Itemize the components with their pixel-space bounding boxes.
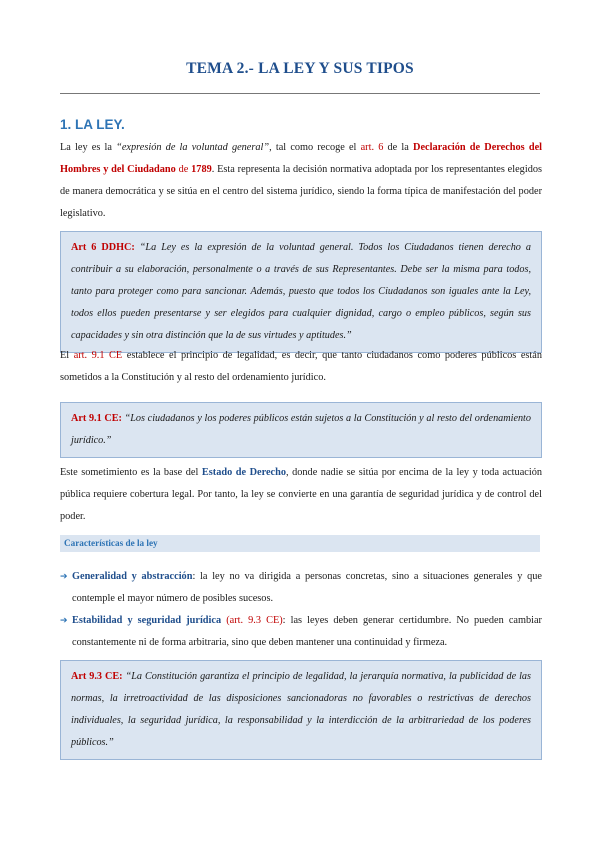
quote-box-text: “Los ciudadanos y los poderes públicos están sujetos a la Constitución y al resto del ordenamiento jurídico.”: [71, 413, 531, 446]
estado-term: Estado de Derecho: [201, 467, 286, 478]
paragraph-rule-of-law: [60, 462, 542, 528]
article-ref: art. 9.1 CE: [73, 350, 123, 361]
paragraph-legality: [60, 345, 542, 389]
subheading-bar: Características de la ley: [60, 535, 540, 552]
text: de: [175, 164, 192, 175]
quote-box-ddhc: [60, 231, 542, 353]
page-title: TEMA 2.- LA LEY Y SUS TIPOS: [186, 60, 414, 77]
bullet-term: Generalidad y abstracción: [72, 571, 193, 582]
bullet-term: Estabilidad y seguridad jurídica: [72, 615, 222, 626]
list-item: [60, 610, 542, 654]
quote-box-text: “La Constitución garantiza el principio de legalidad, la jerarquía normativa, la publicidad de las normas, la irretroactividad de las disposiciones sancionadoras no favorables o restrictivas de derechos individuales, la seguridad jurídica, la responsabilidad y la interdicción de la arbitrariedad de los poderes públicos.”: [71, 671, 531, 748]
list-item: [60, 566, 542, 610]
text: El: [60, 350, 74, 361]
section-heading: 1. LA LEY.: [60, 117, 125, 132]
text: , donde nadie se sitúa por encima de la ley y toda actuación pública requiere cobertura legal. Por tanto, la ley se convierte en una garantía de seguridad jurídica y de control del poder.: [60, 467, 542, 522]
quote-box-lead: Art 9.1 CE:: [71, 413, 122, 424]
arrow-icon: ➔: [60, 616, 68, 626]
text: de la: [383, 142, 414, 153]
characteristics-list: [60, 566, 542, 654]
arrow-icon: ➔: [60, 572, 68, 582]
text: La ley es la: [60, 142, 117, 153]
quote-box-ce91: [60, 402, 542, 458]
title-divider: [60, 93, 540, 94]
bullet-text: : las leyes deben generar certidumbre. No pueden cambiar constantemente ni de forma arbitraria, sino que deben mantener una continuidad y firmeza.: [72, 615, 542, 648]
quote-box-text: “La Ley es la expresión de la voluntad general. Todos los Ciudadanos tienen derecho a contribuir a su elaboración, personalmente o a través de sus Representantes. Debe ser la misma para todos, tanto para proteger como para sancionar. Además, puesto que todos los Ciudadanos son iguales ante la Ley, todos ellos pueden presentarse y ser elegidos para cualquier dignidad, cargo o empleo públicos, según sus capacidades y sin otra distinción que la de sus virtudes y aptitudes.”: [71, 242, 531, 341]
article-ref: art. 6: [360, 142, 384, 153]
quote-box-lead: Art 9.3 CE:: [71, 671, 123, 682]
bullet-text: : la ley no va dirigida a personas concretas, sino a situaciones generales y que contemple el mayor número de posibles sucesos.: [72, 571, 542, 604]
text: Este sometimiento es la base del: [60, 467, 202, 478]
year-ref: 1789: [191, 164, 212, 175]
bullet-ref: (art. 9.3 CE): [221, 615, 283, 626]
text: establece el principio de legalidad, es decir, que tanto ciudadanos como poderes públicos están sometidos a la Constitución y al resto del ordenamiento jurídico.: [60, 350, 542, 383]
text: , tal como recoge el: [269, 142, 361, 153]
quote-box-ce93: [60, 660, 542, 760]
text: . Esta representa la decisión normativa adoptada por los representantes elegidos de manera democrática y se sitúa en el centro del sistema jurídico, siendo la forma típica de manifestación del poder legislativo.: [60, 164, 542, 219]
paragraph-intro: [60, 137, 542, 225]
quote-box-lead: Art 6 DDHC:: [71, 242, 135, 253]
declaration-ref: Declaración de Derechos del Hombres y del Ciudadano: [60, 142, 543, 175]
quote-text: “expresión de la voluntad general”: [116, 142, 270, 153]
